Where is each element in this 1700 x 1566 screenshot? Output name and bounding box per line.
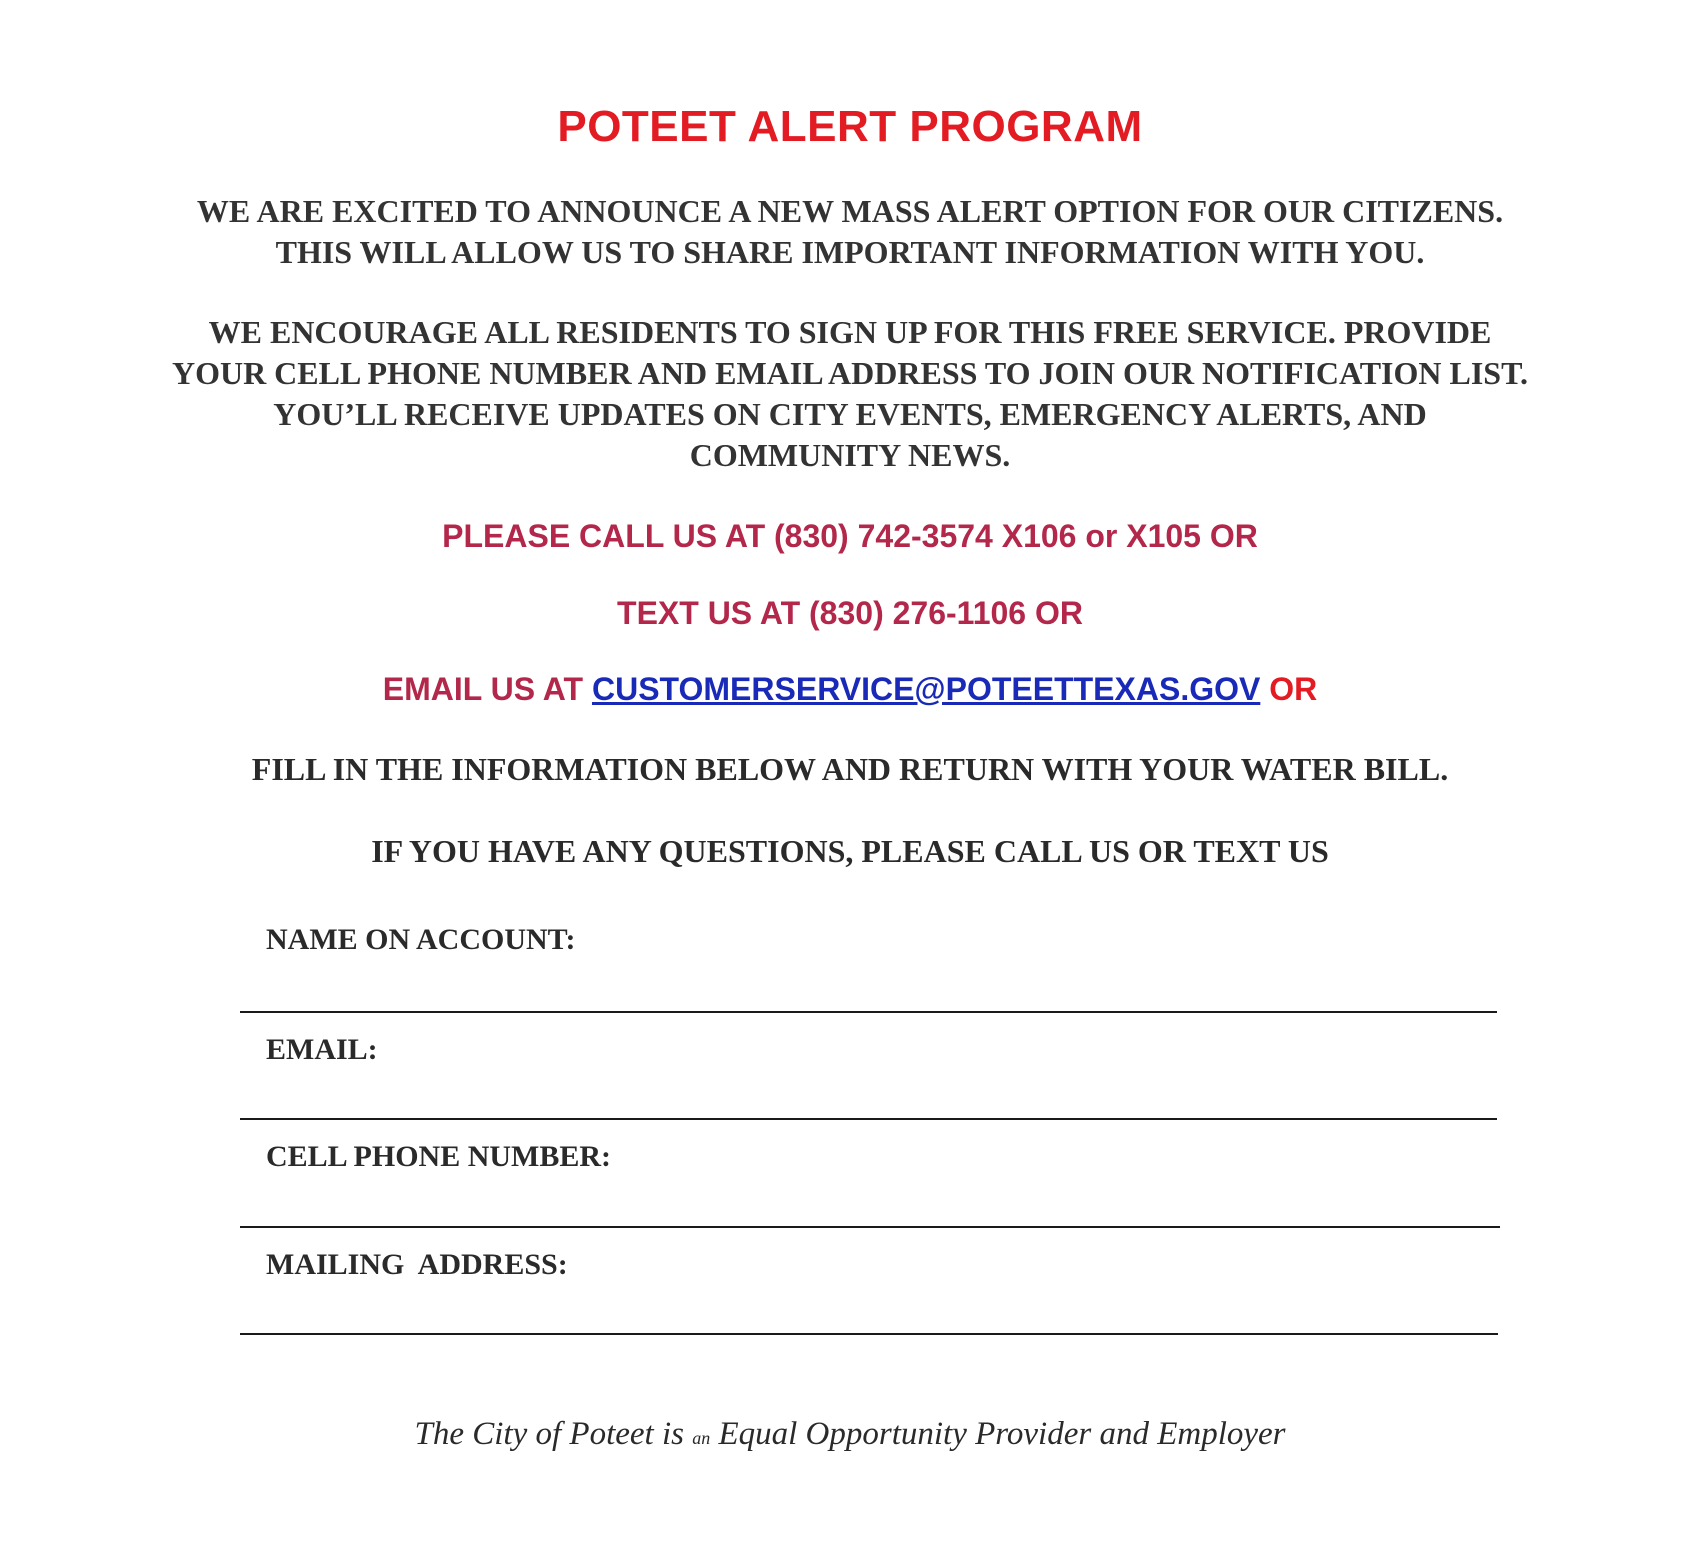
footer-part-3: Equal Opportunity Provider and Employer: [710, 1416, 1286, 1452]
encourage-line-3: YOU’LL RECEIVE UPDATES ON CITY EVENTS, EMERGENCY ALERTS, AND: [273, 396, 1427, 432]
encourage-line-2: YOUR CELL PHONE NUMBER AND EMAIL ADDRESS TO JOIN OUR NOTIFICATION LIST.: [171, 355, 1529, 391]
questions-instruction: IF YOU HAVE ANY QUESTIONS, PLEASE CALL US OR TEXT US: [371, 833, 1329, 869]
name-field-line[interactable]: [240, 1011, 1497, 1013]
text-info: TEXT US AT (830) 276-1106 OR: [617, 595, 1083, 631]
email-field-line[interactable]: [240, 1118, 1497, 1120]
encourage-line-1: WE ENCOURAGE ALL RESIDENTS TO SIGN UP FOR THIS FREE SERVICE. PROVIDE: [208, 314, 1492, 350]
email-link[interactable]: CUSTOMERSERVICE@POTEETTEXAS.GOV: [591, 671, 1261, 707]
phone-field-line[interactable]: [240, 1226, 1500, 1228]
footer-statement: [0, 1416, 1700, 1453]
intro-line-2: THIS WILL ALLOW US TO SHARE IMPORTANT INFORMATION WITH YOU.: [275, 234, 1425, 270]
encourage-paragraph: [0, 312, 1700, 476]
footer-part-2: an: [692, 1428, 711, 1448]
intro-paragraph: [0, 191, 1700, 273]
page-title: POTEET ALERT PROGRAM: [557, 102, 1143, 151]
call-info: PLEASE CALL US AT (830) 742-3574 X106 or X105 OR: [442, 518, 1258, 554]
fill-instruction: FILL IN THE INFORMATION BELOW AND RETURN WITH YOUR WATER BILL.: [251, 751, 1449, 787]
phone-label: CELL PHONE NUMBER:: [266, 1140, 612, 1173]
email-info: [0, 671, 1700, 708]
intro-line-1: WE ARE EXCITED TO ANNOUNCE A NEW MASS ALERT OPTION FOR OUR CITIZENS.: [196, 193, 1504, 229]
footer-part-1: The City of Poteet is: [414, 1416, 693, 1452]
email-prefix: EMAIL US AT: [382, 671, 592, 707]
address-field-line[interactable]: [240, 1333, 1498, 1335]
encourage-line-4: COMMUNITY NEWS.: [689, 437, 1011, 473]
email-suffix: OR: [1260, 671, 1318, 707]
address-label: MAILING ADDRESS:: [266, 1248, 568, 1281]
name-label: NAME ON ACCOUNT:: [266, 923, 576, 956]
email-label: EMAIL:: [266, 1033, 378, 1066]
